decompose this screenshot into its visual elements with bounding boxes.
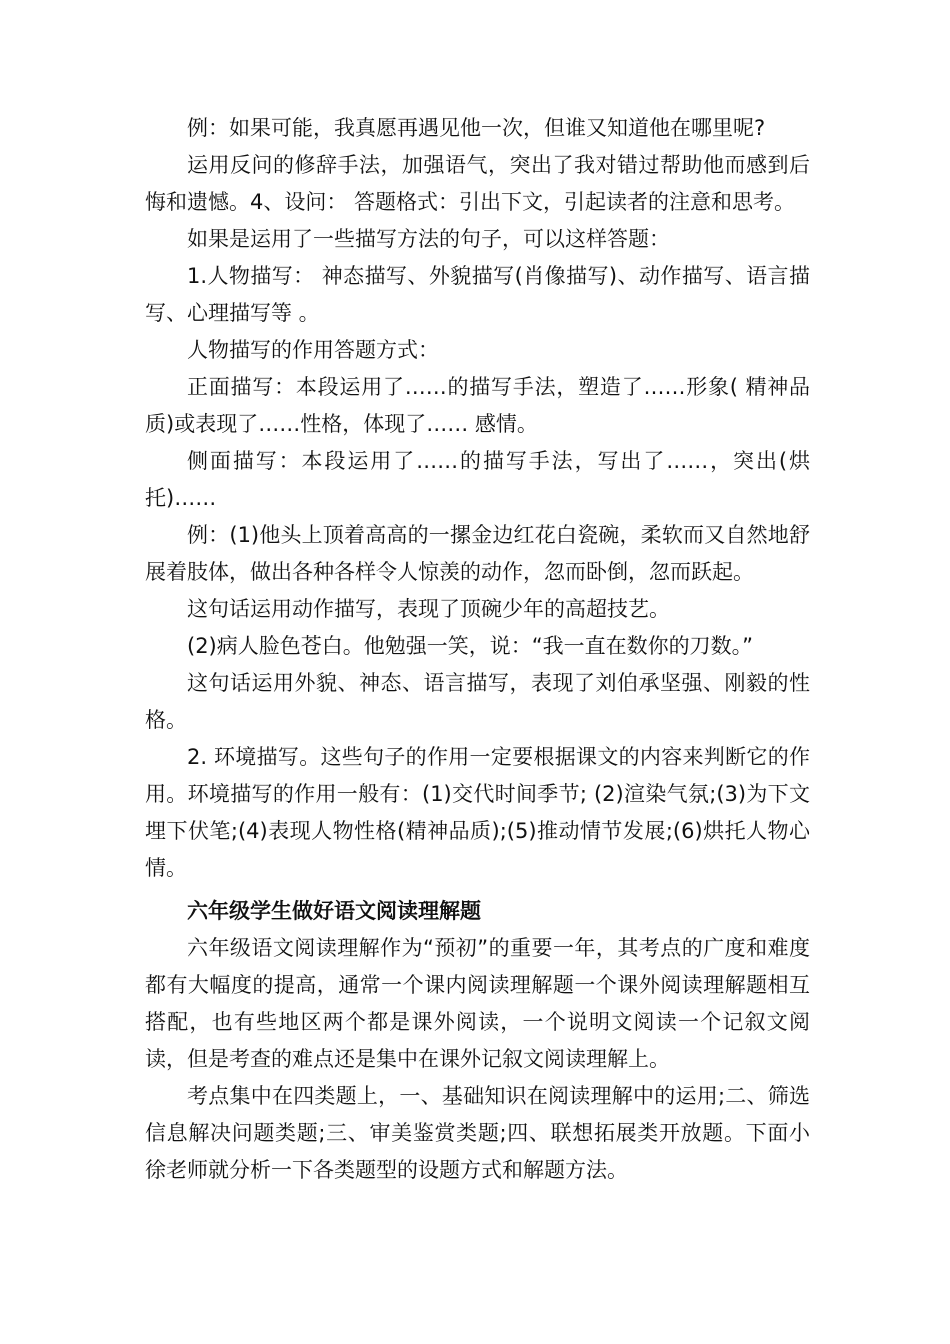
paragraph-example-2: (2)病人脸色苍白。他勉强一笑，说：“我一直在数你的刀数。”	[187, 634, 754, 658]
paragraph-grade6-topics: 考点集中在四类题上，一、基础知识在阅读理解中的运用;二、筛选信息解决问题类题;三、审美鉴赏类题;四、联想拓展类开放题。下面小徐老师就分析一下各类题型的设题方式和解题方法。	[145, 1084, 810, 1182]
paragraph-rhetorical-answer: 运用反问的修辞手法，加强语气，突出了我对错过帮助他而感到后悔和遗憾。4、设问： 答题格式：引出下文，引起读者的注意和思考。	[145, 153, 810, 214]
paragraph-character-method: 人物描写的作用答题方式：	[187, 338, 439, 362]
paragraph-grade6-intro: 六年级语文阅读理解作为“预初”的重要一年，其考点的广度和难度都有大幅度的提高，通常一个课内阅读理解题一个课外阅读理解题相互搭配，也有些地区两个都是课外阅读，一个说明文阅读一个记叙文阅读，但是考查的难点还是集中在课外记叙文阅读理解上。	[145, 936, 810, 1071]
paragraph-direct-description: 正面描写：本段运用了……的描写手法，塑造了……形象( 精神品质)或表现了……性格，体现了…… 感情。	[145, 375, 810, 436]
paragraph-example-1: 例：(1)他头上顶着高高的一摞金边红花白瓷碗，柔软而又自然地舒展着肢体，做出各种各样令人惊羡的动作，忽而卧倒，忽而跃起。	[145, 523, 810, 584]
paragraph-example-2-answer: 这句话运用外貌、神态、语言描写，表现了刘伯承坚强、刚毅的性格。	[145, 671, 810, 732]
paragraph-description-intro: 如果是运用了一些描写方法的句子，可以这样答题：	[187, 227, 670, 251]
document-page	[145, 110, 810, 1189]
paragraph-environment-description: 2. 环境描写。这些句子的作用一定要根据课文的内容来判断它的作用。环境描写的作用一般有：(1)交代时间季节; (2)渲染气氛;(3)为下文埋下伏笔;(4)表现人物性格(精神品质);(5)推动情节发展;(6)烘托人物心情。	[145, 745, 810, 880]
section-heading: 六年级学生做好语文阅读理解题	[187, 899, 481, 923]
paragraph-example-1-answer: 这句话运用动作描写，表现了顶碗少年的高超技艺。	[187, 597, 670, 621]
paragraph-character-description: 1.人物描写： 神态描写、外貌描写(肖像描写)、动作描写、语言描写、心理描写等 。	[145, 264, 810, 325]
paragraph-indirect-description: 侧面描写：本段运用了……的描写手法，写出了……，突出(烘托)……	[145, 449, 810, 510]
paragraph-example-rhetorical: 例：如果可能，我真愿再遇见他一次，但谁又知道他在哪里呢?	[187, 116, 766, 140]
